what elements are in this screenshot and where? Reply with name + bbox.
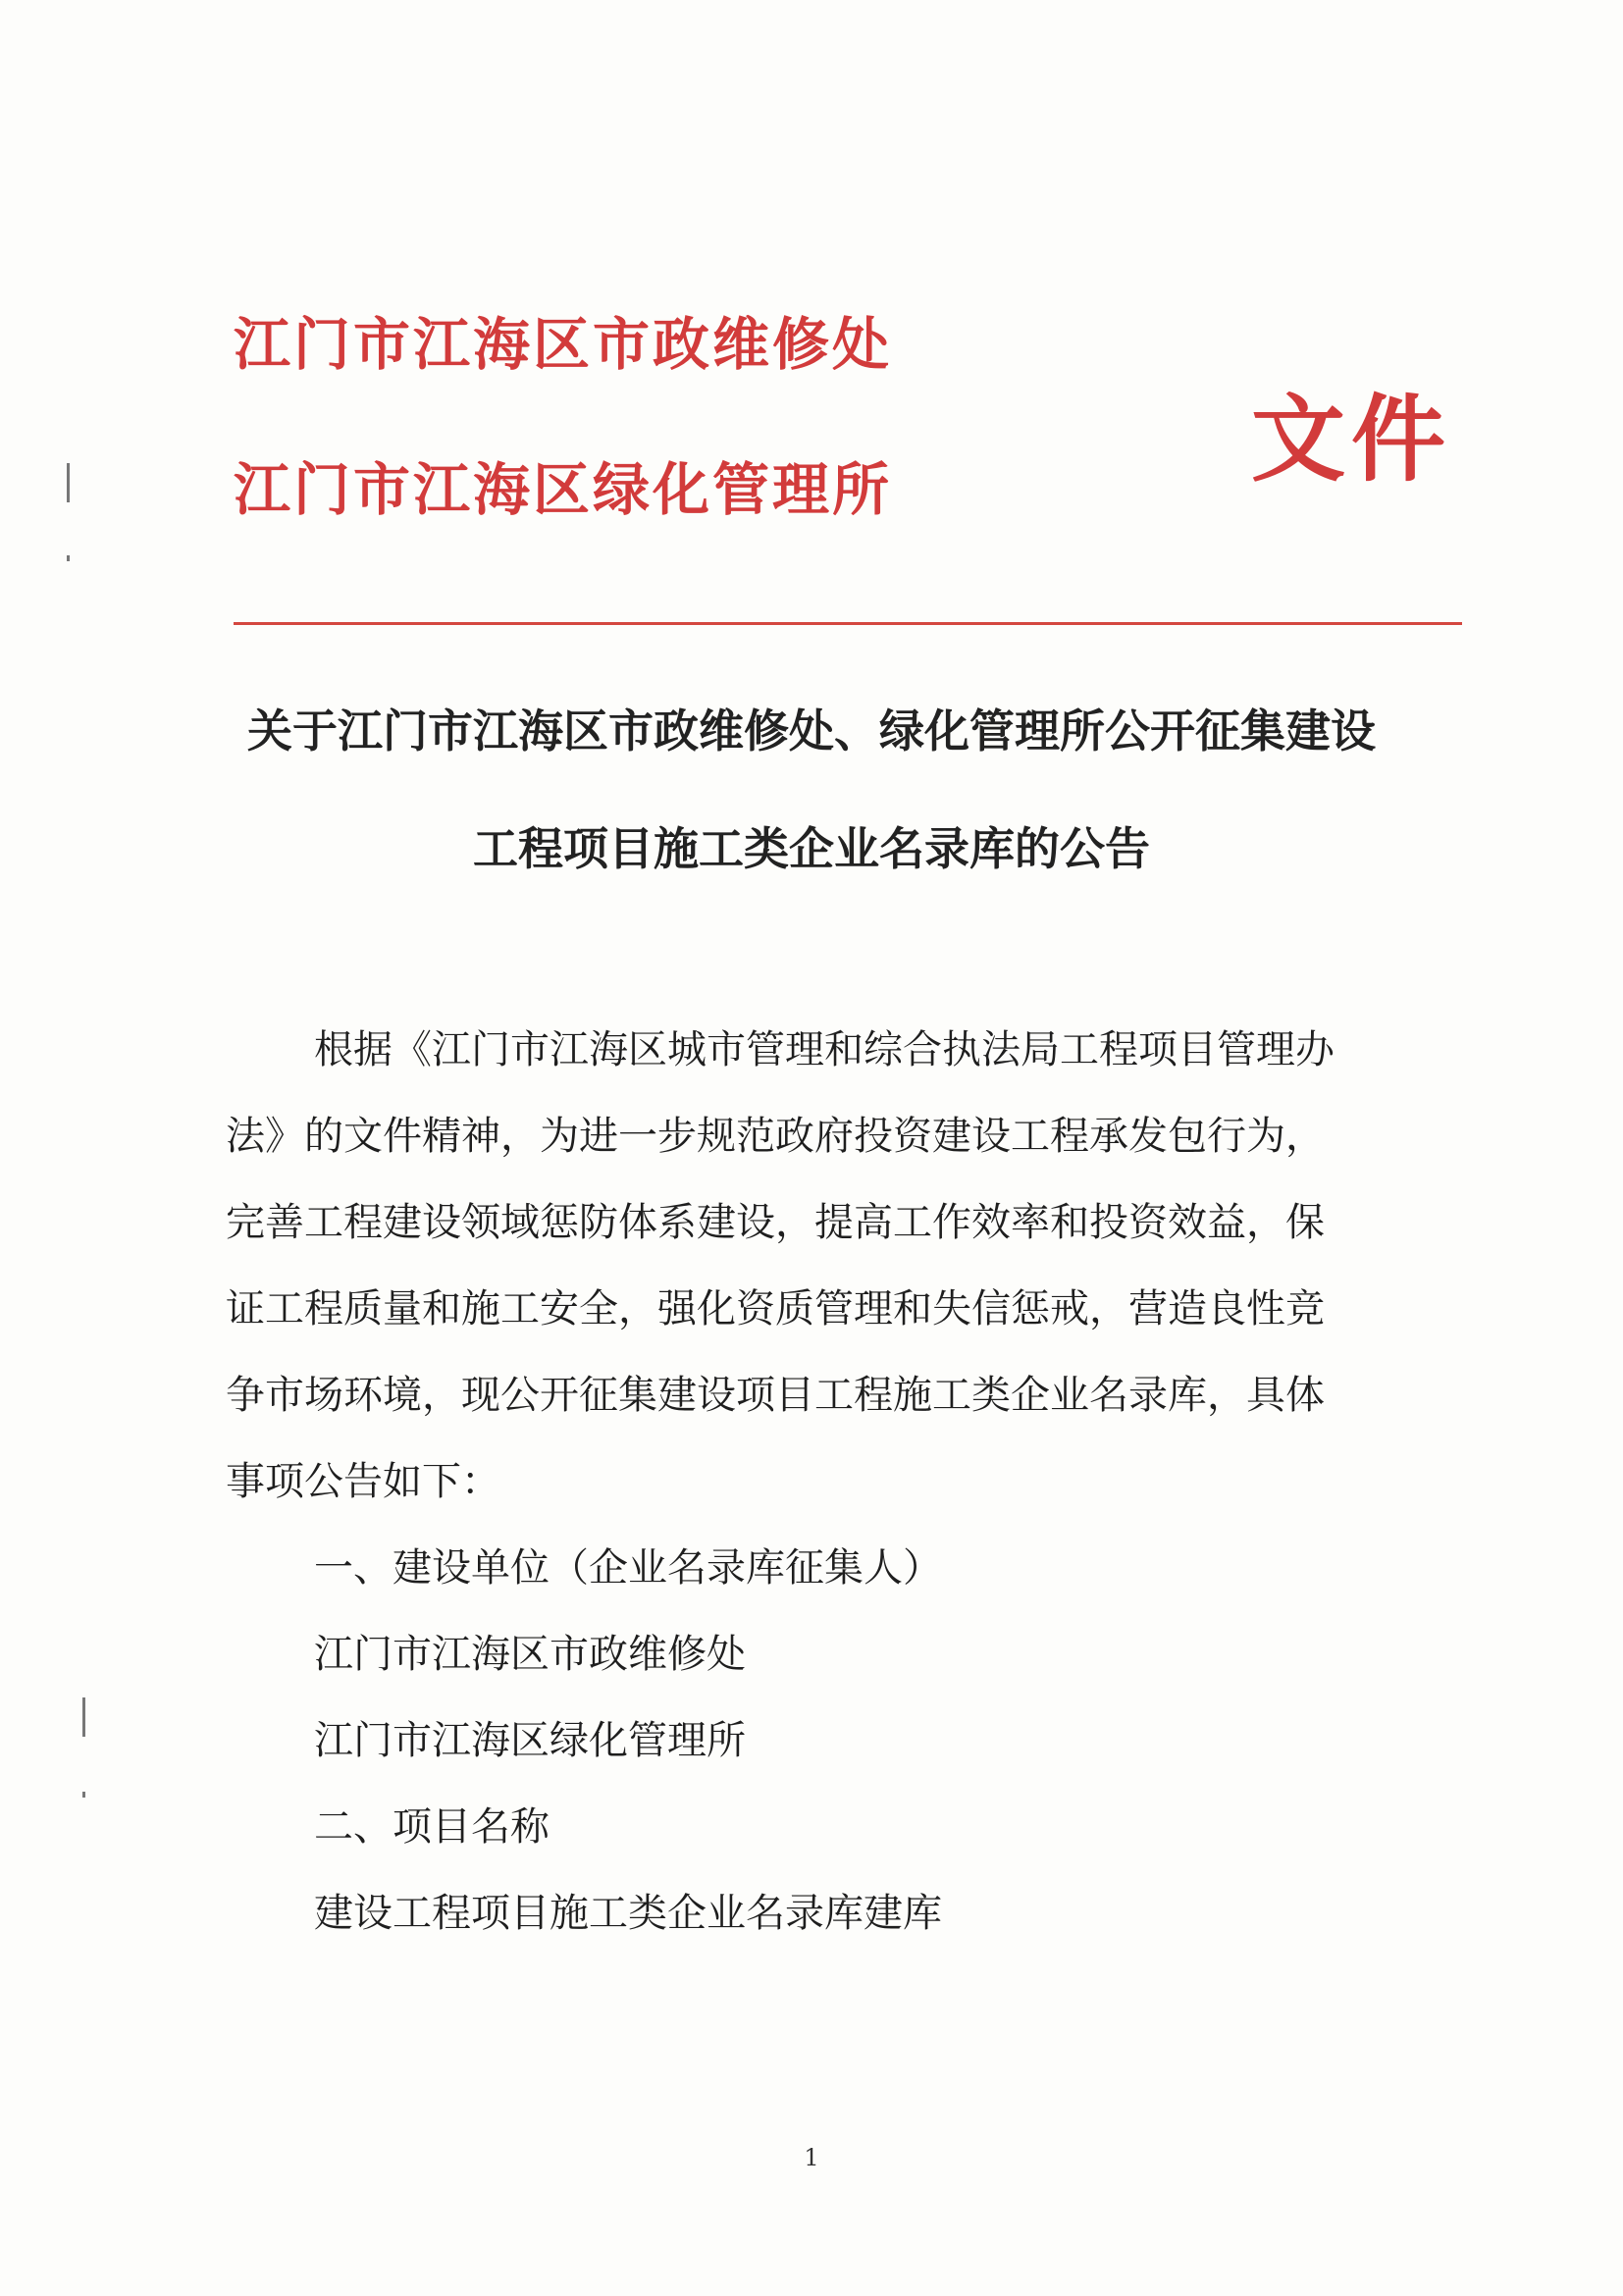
issuing-org-1: 江门市江海区市政维修处 [234,311,893,378]
section-2-item: 建设工程项目施工类企业名录库建库 [314,1891,942,1936]
scan-artifact [67,463,70,502]
body-line: 法》的文件精神，为进一步规范政府投资建设工程承发包行为， [226,1114,1325,1159]
page-number: 1 [804,2144,819,2171]
section-1-item: 江门市江海区绿化管理所 [314,1718,746,1763]
scan-artifact [82,1792,85,1798]
scan-artifact [82,1697,85,1737]
document-type-label: 文件 [1251,384,1451,495]
section-heading-2: 二、项目名称 [314,1804,550,1850]
section-1-item: 江门市江海区市政维修处 [314,1632,746,1677]
body-line: 证工程质量和施工安全，强化资质管理和失信惩戒，营造良性竞 [226,1286,1325,1331]
body-line: 根据《江门市江海区城市管理和综合执法局工程项目管理办 [314,1027,1335,1072]
body-line: 事项公告如下： [226,1459,500,1504]
scan-artifact [67,555,70,561]
notice-title-line-1: 关于江门市江海区市政维修处、绿化管理所公开征集建设 [247,704,1376,757]
body-line: 完善工程建设领域惩防体系建设，提高工作效率和投资效益，保 [226,1200,1325,1245]
header-divider [234,622,1462,625]
issuing-org-2: 江门市江海区绿化管理所 [234,456,893,523]
notice-title-line-2: 工程项目施工类企业名录库的公告 [473,822,1150,875]
body-line: 争市场环境，现公开征集建设项目工程施工类企业名录库，具体 [226,1373,1325,1418]
section-heading-1: 一、建设单位（企业名录库征集人） [314,1545,942,1591]
